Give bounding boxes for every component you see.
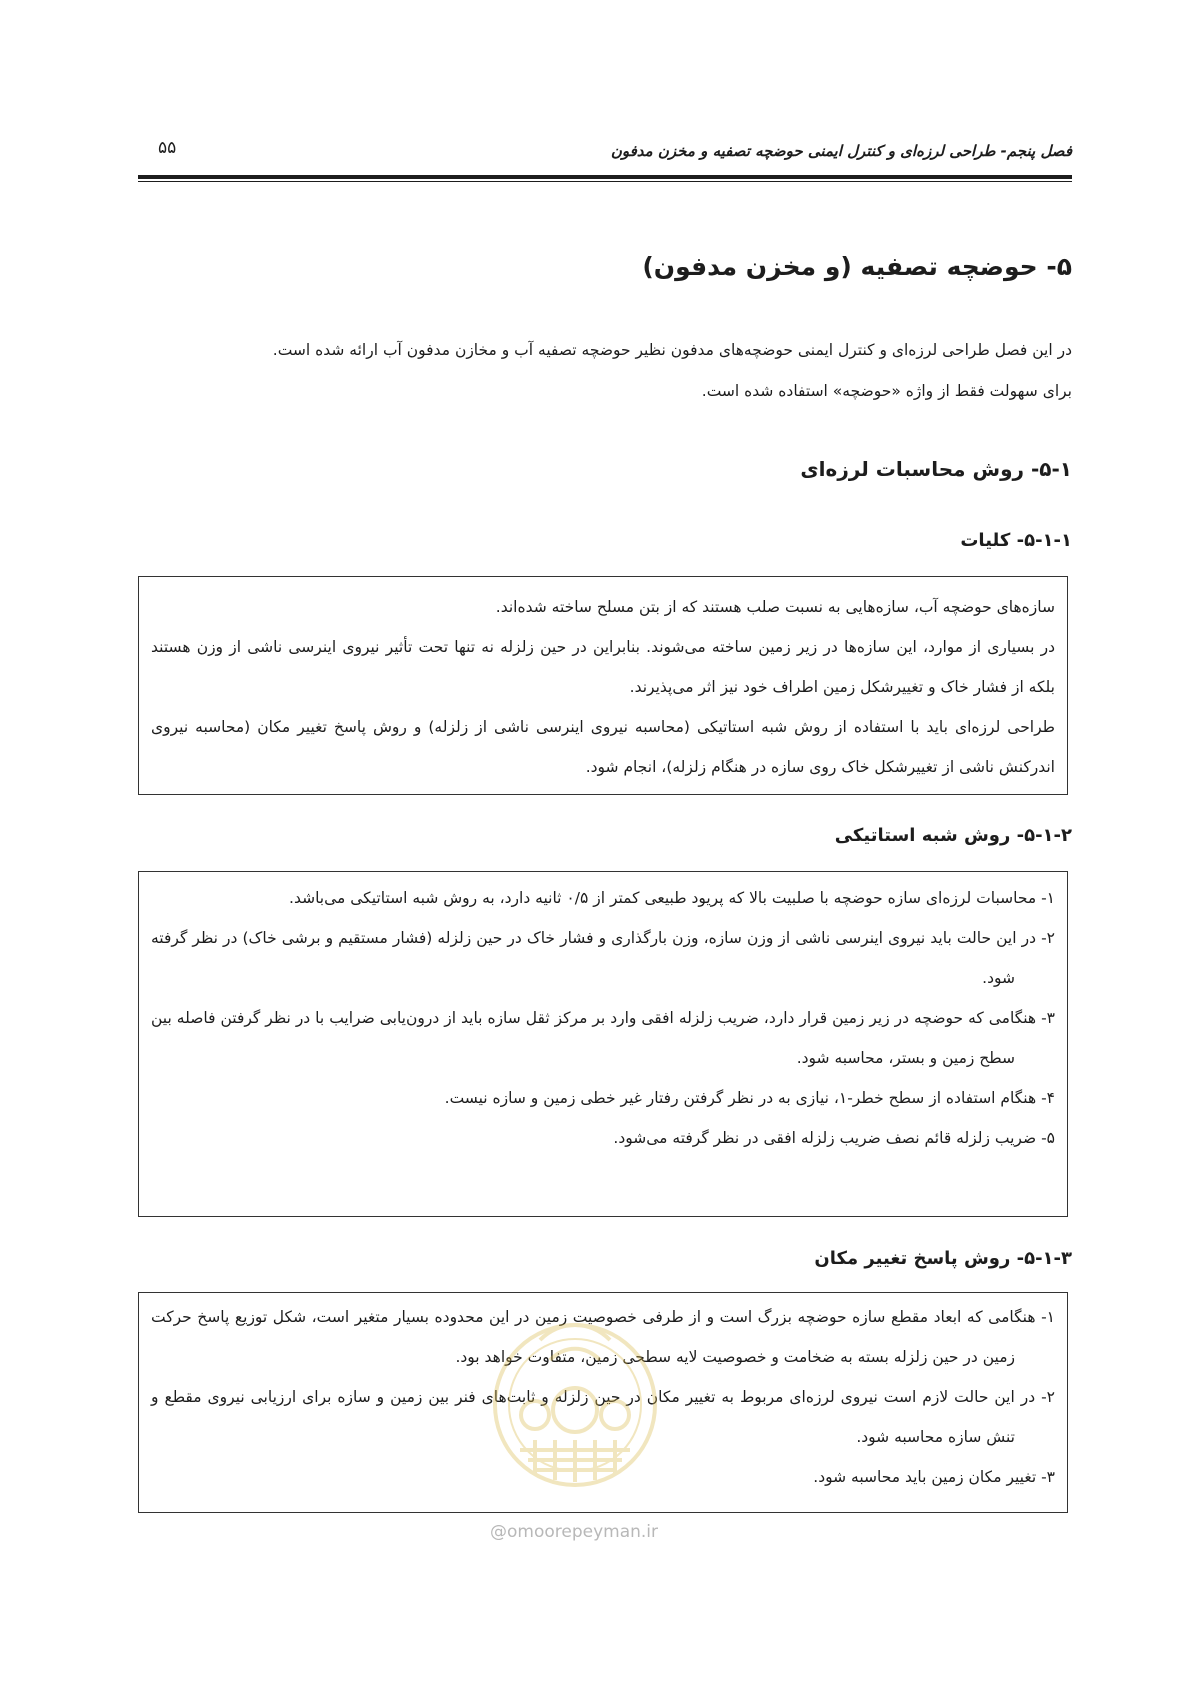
header-rule [138, 175, 1072, 179]
pseudo-static-box [138, 871, 1068, 1217]
list-item: ۳- هنگامی که حوضچه در زیر زمین قرار دارد، ضریب زلزله افقی وارد بر مرکز ثقل سازه باید از درون‌یابی ضرایب با در نظر گرفتن فاصله بین سطح زمین و بستر، محاسبه شود. [151, 1009, 1055, 1067]
list-item: ۲- در این حالت باید نیروی اینرسی ناشی از وزن سازه، وزن بارگذاری و فشار خاک در حین زلزله (فشار مستقیم و برشی خاک) در نظر گرفته شود. [151, 929, 1055, 987]
intro-text [132, 330, 1072, 412]
intro-paragraph: برای سهولت فقط از واژه «حوضچه» استفاده شده است. [701, 382, 1072, 400]
subsection-heading-pseudo-static: ۵-۱-۲- روش شبه استاتیکی [834, 825, 1072, 846]
box-paragraph: طراحی لرزه‌ای باید با استفاده از روش شبه استاتیکی (محاسبه نیروی اینرسی ناشی از زلزله) و روش پاسخ تغییر مکان (محاسبه نیروی اندرکنش ناشی از تغییرشکل خاک روی سازه در هنگام زلزله)، انجام شود. [151, 718, 1055, 776]
box-paragraph: سازه‌های حوضچه آب، سازه‌هایی به نسبت صلب هستند که از بتن مسلح ساخته شده‌اند. [495, 598, 1055, 616]
chapter-title: فصل پنجم- طراحی لرزه‌ای و کنترل ایمنی حوضچه تصفیه و مخزن مدفون [610, 142, 1072, 160]
chapter-heading: ۵- حوضچه تصفیه (و مخزن مدفون) [642, 252, 1072, 281]
website-watermark: @omoorepeyman.ir [490, 1522, 659, 1542]
list-item: ۳- تغییر مکان زمین باید محاسبه شود. [813, 1468, 1055, 1486]
box-paragraph: در بسیاری از موارد، این سازه‌ها در زیر زمین ساخته می‌شوند. بنابراین در حین زلزله نه تنها تحت تأثیر نیروی اینرسی ناشی از وزن هستند بلکه از فشار خاک و تغییرشکل زمین اطراف خود نیز اثر می‌پذیرند. [151, 638, 1055, 696]
section-heading: ۵-۱- روش محاسبات لرزه‌ای [800, 457, 1072, 481]
list-item: ۴- هنگام استفاده از سطح خطر-۱، نیازی به در نظر گرفتن رفتار غیر خطی زمین و سازه نیست. [444, 1089, 1055, 1107]
list-item: ۱- محاسبات لرزه‌ای سازه حوضچه با صلبیت بالا که پریود طبیعی کمتر از ۰/۵ ثانیه دارد، به روش شبه استاتیکی می‌باشد. [289, 889, 1055, 907]
list-item: ۱- هنگامی که ابعاد مقطع سازه حوضچه بزرگ است و از طرفی خصوصیت زمین در این محدوده بسیار متغیر است، شکل توزیع پاسخ حرکت زمین در حین زلزله بسته به ضخامت و خصوصیت لایه سطحی زمین، متفاوت خواهد بود. [151, 1308, 1055, 1366]
page-number: ۵۵ [158, 138, 177, 158]
subsection-heading-displacement: ۵-۱-۳- روش پاسخ تغییر مکان [814, 1248, 1072, 1269]
intro-paragraph: در این فصل طراحی لرزه‌ای و کنترل ایمنی حوضچه‌های مدفون نظیر حوضچه تصفیه آب و مخازن مدفون آب ارائه شده است. [272, 341, 1072, 359]
header-rule-thin [138, 181, 1072, 182]
general-box [138, 576, 1068, 795]
list-item: ۵- ضریب زلزله قائم نصف ضریب زلزله افقی در نظر گرفته می‌شود. [613, 1129, 1055, 1147]
subsection-heading-general: ۵-۱-۱- کلیات [960, 530, 1072, 551]
list-item: ۲- در این حالت لازم است نیروی لرزه‌ای مربوط به تغییر مکان در حین زلزله و ثابت‌های فنر بین زمین و سازه برای ارزیابی نیروی مقطع و تنش سازه محاسبه شود. [151, 1388, 1055, 1446]
displacement-box [138, 1292, 1068, 1513]
